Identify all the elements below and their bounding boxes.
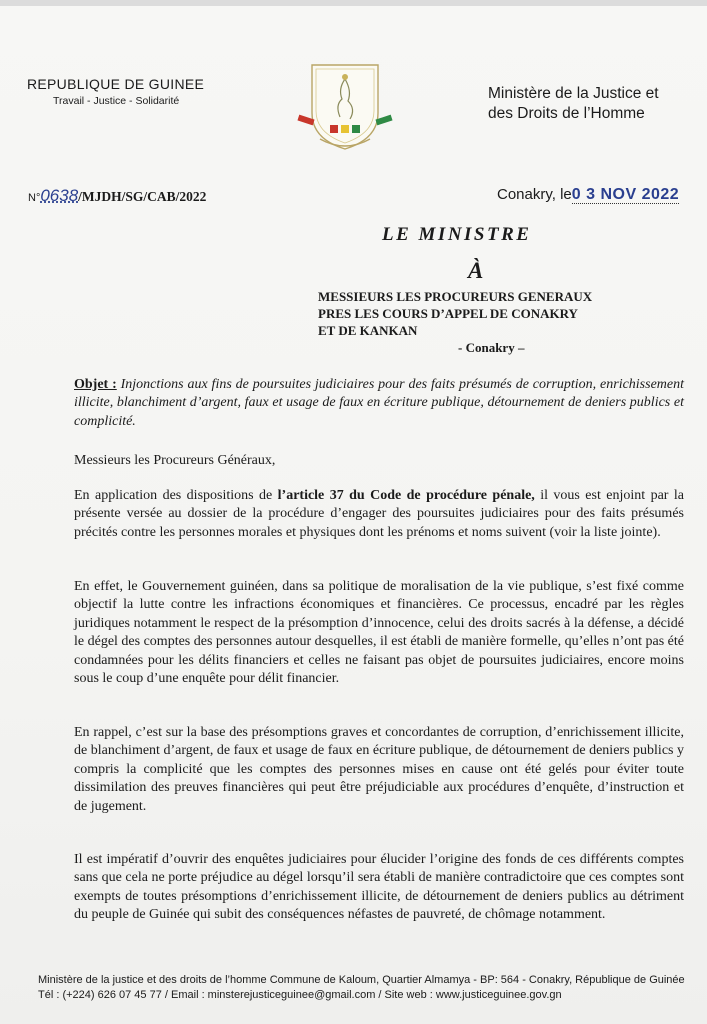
ministry-line-2: des Droits de l’Homme [488, 105, 645, 122]
date-stamp: 0 3 NOV 2022 [571, 186, 680, 203]
paragraph-3: En rappel, c’est sur la base des présomptions graves et concordantes de corruption, d’enrichissement illicite, de blanchiment d’argent, de faux et usage de faux en écriture publique, de détournement de deniers publics y compris la complicité que les comptes des personnes mises en cause ont été gelés pour éviter toute dissimilation des preuves financières qui peut être préjudiciable aux procédures d’enquête, d’instruction et de jugement. [74, 725, 684, 814]
subject-text: Injonctions aux fins de poursuites judiciaires pour des faits présumés de corruption, enrichissement illicite, blanchiment d’argent, faux et usage de faux en écriture publique, détournement de deniers publics et complicité. [74, 377, 685, 429]
footer-contact: Tél : (+224) 626 07 45 77 / Email : minsterejusticeguinee@gmail.com / Site web : www.justiceguinee.gov.gn [38, 989, 562, 1001]
addressee-line-3: ET DE KANKAN [318, 323, 418, 338]
addressee-city: - Conakry – [458, 340, 525, 355]
reference-code: /MJDH/SG/CAB/2022 [78, 189, 207, 204]
footer-address: Ministère de la justice et des droits de l’homme Commune de Kaloum, Quartier Almamya - BP: 564 - Conakry, République de Guinée [38, 974, 685, 986]
top-border [0, 0, 707, 6]
letter-date [497, 186, 679, 204]
date-place: Conakry, le [497, 186, 572, 203]
reference-number [28, 186, 206, 206]
subject-label: Objet : [74, 377, 117, 392]
republic-name: REPUBLIQUE DE GUINEE [27, 76, 205, 92]
ministry-line-1: Ministère de la Justice et [488, 85, 659, 102]
paragraph-1-article: l’article 37 du Code de procédure pénale, [277, 488, 535, 503]
reference-prefix: N° [28, 192, 41, 204]
coat-of-arms-icon [290, 55, 400, 155]
ministry-header [488, 84, 659, 124]
addressee-block [318, 288, 592, 356]
to-glyph: À [468, 258, 484, 283]
paragraph-1-start: En application des dispositions de [74, 488, 278, 503]
paragraph-4: Il est impératif d’ouvrir des enquêtes judiciaires pour élucider l’origine des fonds de ces différents comptes sans que cela ne porte préjudice au dégel lorsqu’il sera établi de manière contradictoire que ces comptes sont exempts de toutes présomptions d’enrichissement illicite, de détournement de deniers publics au détriment du peuple de Guinée qui subit des conséquences néfastes de pauvreté, de chômage notamment. [74, 852, 684, 923]
paragraph-1 [74, 487, 684, 542]
addressee-line-1: MESSIEURS LES PROCUREURS GENERAUX [318, 289, 593, 304]
reference-handwritten-number: 0638 [40, 186, 79, 205]
republic-motto: Travail - Justice - Solidarité [53, 95, 180, 107]
subject-line [74, 376, 684, 431]
paragraph-2: En effet, le Gouvernement guinéen, dans sa politique de moralisation de la vie publique, s’est fixé comme objectif la lutte contre les infractions économiques et financières. Ce processus, encadré par les règles juridiques notamment le respect de la présomption d’innocence, celui des droits sacrés à la défense, a décidé le dégel des comptes des personnes autour desquelles, il est établi de manière formelle, qu’elles n’ont pas été condamnées pour les délits financiers et celles ne faisant pas objet de poursuites judiciaires, encore moins sous le coup d’une enquête pour délit financier. [74, 579, 684, 687]
addressee-line-2: PRES LES COURS D’APPEL DE CONAKRY [318, 306, 578, 321]
letter-footer [38, 973, 688, 1003]
republic-header [27, 76, 204, 107]
sender-title: LE MINISTRE [382, 224, 532, 245]
paragraph-1-end: il vous est enjoint par la présente versée au dossier de la procédure d’engager des poursuites judiciaires pour des faits présumés précités contre les personnes morales et physiques dont les prénoms et noms suivent (voir la liste jointe). [74, 488, 684, 540]
salutation: Messieurs les Procureurs Généraux, [74, 453, 276, 468]
